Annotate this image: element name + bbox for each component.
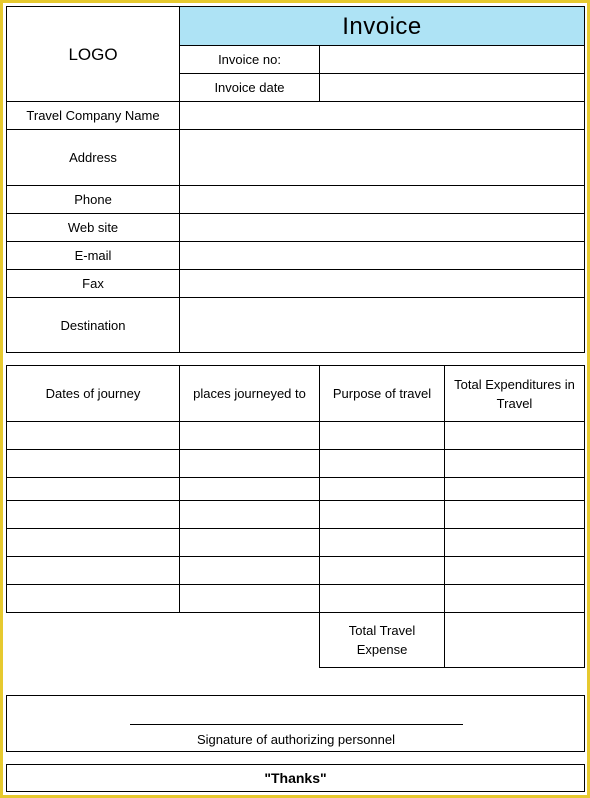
col-header-expenditures xyxy=(444,365,585,422)
table-cell[interactable] xyxy=(444,449,585,478)
destination-label xyxy=(6,297,180,353)
col-header-purpose xyxy=(319,365,445,422)
signature-line xyxy=(130,724,463,725)
total-expense-label-text: Total Travel Expense xyxy=(348,623,416,657)
invoice-no-field[interactable] xyxy=(319,45,585,74)
company-name-label-text: Travel Company Name xyxy=(26,108,160,123)
company-name-label xyxy=(6,101,180,130)
fax-field[interactable] xyxy=(179,269,585,298)
table-cell[interactable] xyxy=(444,528,585,557)
address-field[interactable] xyxy=(179,129,585,186)
table-cell[interactable] xyxy=(179,500,320,529)
email-field[interactable] xyxy=(179,241,585,270)
table-cell[interactable] xyxy=(179,528,320,557)
table-cell[interactable] xyxy=(6,421,180,450)
total-expense-label xyxy=(319,612,445,668)
table-cell[interactable] xyxy=(6,584,180,613)
destination-label-text: Destination xyxy=(60,317,126,333)
table-cell[interactable] xyxy=(444,500,585,529)
col-header-expenditures-text: Total Expenditures in Travel xyxy=(454,376,575,411)
invoice-date-label-text: Invoice date xyxy=(214,80,285,95)
invoice-no-label-text: Invoice no: xyxy=(218,52,281,67)
thanks-text: "Thanks" xyxy=(264,769,327,786)
thanks-banner xyxy=(6,764,585,792)
table-cell[interactable] xyxy=(319,477,445,501)
invoice-title xyxy=(179,6,585,46)
col-header-places xyxy=(179,365,320,422)
fax-label xyxy=(6,269,180,298)
phone-field[interactable] xyxy=(179,185,585,214)
address-label-text: Address xyxy=(69,150,117,165)
table-cell[interactable] xyxy=(319,556,445,585)
table-cell[interactable] xyxy=(6,528,180,557)
phone-label xyxy=(6,185,180,214)
col-header-dates xyxy=(6,365,180,422)
col-header-purpose-text: Purpose of travel xyxy=(332,386,432,401)
invoice-date-field[interactable] xyxy=(319,73,585,102)
invoice-no-label xyxy=(179,45,320,74)
logo-placeholder xyxy=(6,6,180,102)
website-label-text: Web site xyxy=(67,220,119,235)
website-label xyxy=(6,213,180,242)
table-cell[interactable] xyxy=(179,421,320,450)
phone-label-text: Phone xyxy=(74,192,112,207)
table-cell[interactable] xyxy=(6,556,180,585)
table-cell[interactable] xyxy=(444,477,585,501)
website-field[interactable] xyxy=(179,213,585,242)
fax-label-text: Fax xyxy=(82,276,104,291)
table-cell[interactable] xyxy=(444,421,585,450)
table-cell[interactable] xyxy=(319,421,445,450)
total-expense-field[interactable] xyxy=(444,612,585,668)
email-label xyxy=(6,241,180,270)
table-cell[interactable] xyxy=(6,500,180,529)
table-cell[interactable] xyxy=(6,449,180,478)
col-header-places-text: places journeyed to xyxy=(193,386,306,401)
invoice-date-label xyxy=(179,73,320,102)
table-cell[interactable] xyxy=(444,584,585,613)
table-cell[interactable] xyxy=(319,449,445,478)
logo-text: LOGO xyxy=(68,44,118,64)
signature-label: Signature of authorizing personnel xyxy=(196,732,396,747)
table-cell[interactable] xyxy=(319,528,445,557)
company-name-field[interactable] xyxy=(179,101,585,130)
table-cell[interactable] xyxy=(444,556,585,585)
destination-field[interactable] xyxy=(179,297,585,353)
table-cell[interactable] xyxy=(179,477,320,501)
table-cell[interactable] xyxy=(319,584,445,613)
table-cell[interactable] xyxy=(179,556,320,585)
table-cell[interactable] xyxy=(6,477,180,501)
table-cell[interactable] xyxy=(319,500,445,529)
table-cell[interactable] xyxy=(179,584,320,613)
email-label-text: E-mail xyxy=(74,248,112,263)
table-cell[interactable] xyxy=(179,449,320,478)
address-label xyxy=(6,129,180,186)
col-header-dates-text: Dates of journey xyxy=(45,386,141,401)
invoice-title-text: Invoice xyxy=(342,12,422,40)
